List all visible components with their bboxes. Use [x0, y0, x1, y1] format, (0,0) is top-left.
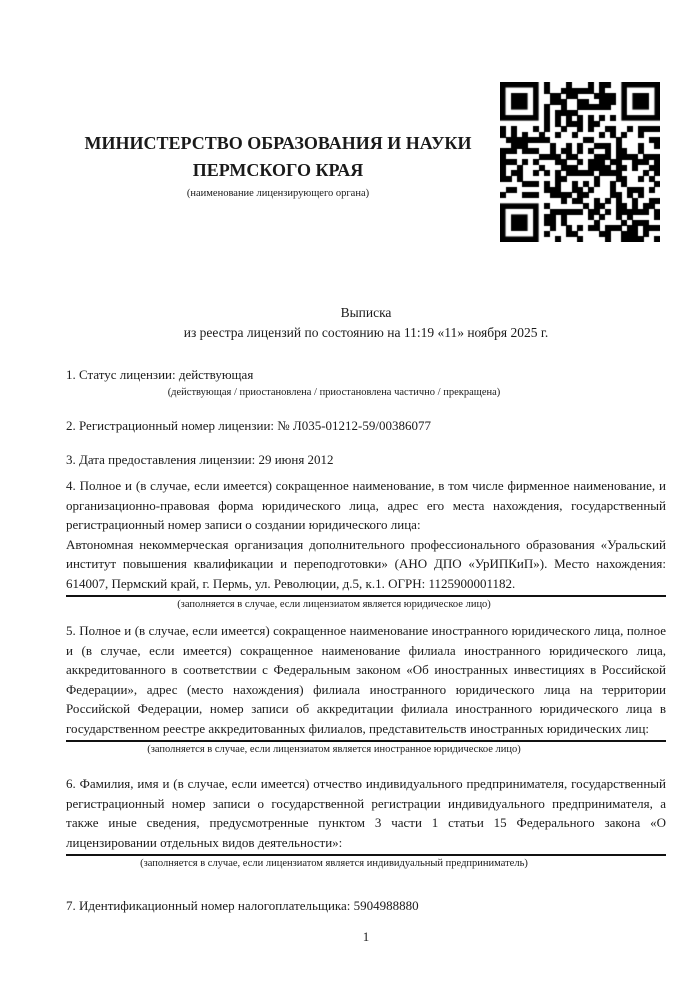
item-5-foreign-entity [66, 621, 666, 758]
individual-entrepreneur-label: 6. Фамилия, имя и (в случае, если имеется) отчество индивидуального предпринимателя, государственный регистрационный номер записи о государственной регистрации индивидуального предпринимателя, а также иные сведения, предусмотренные пунктом 3 части 1 статьи 15 Федерального закона «О лицензировании отдельных видов деятельности»: [66, 776, 666, 850]
legal-entity-note: (заполняется в случае, если лицензиатом является юридическое лицо) [177, 599, 491, 610]
document-title-line1: Выписка [340, 305, 392, 320]
licensing-authority-header [66, 130, 490, 202]
license-status-options-note: (действующая / приостановлена / приостановлена частично / прекращена) [167, 387, 501, 398]
foreign-entity-note: (заполняется в случае, если лицензиатом является иностранное юридическое лицо) [147, 744, 521, 755]
license-status-text: 1. Статус лицензии: действующая [66, 367, 254, 382]
page-number: 1 [362, 929, 370, 944]
taxpayer-id-text: 7. Идентификационный номер налогоплательщика: 5904988880 [66, 898, 419, 913]
item-7-taxpayer-id [66, 896, 666, 916]
item-3-license-grant-date [66, 450, 666, 470]
document-title-line2: из реестра лицензий по состоянию на 11:19 «11» ноября 2025 г. [183, 325, 549, 340]
foreign-entity-label: 5. Полное и (в случае, если имеется) сокращенное наименование иностранного юридического лица, полное и (в случае, если имеется) сокращенное наименование филиала иностранного юридического лица, аккредитованного в соответствии с Федеральным законом «Об иностранных инвестициях в Российской Федерации», адрес (место нахождения) филиала иностранного юридического лица на территории Российской Федерации, номер записи об аккредитации филиала иностранного юридического лица в государственном реестре аккредитованных филиалов, представительств иностранных юридических лиц: [66, 623, 666, 736]
ministry-name-line2: ПЕРМСКОГО КРАЯ [192, 160, 364, 180]
item-2-registration-number [66, 416, 666, 436]
item-6-individual-entrepreneur [66, 774, 666, 872]
qr-code-icon [500, 82, 660, 242]
document-title [66, 303, 666, 343]
item-1-license-status [66, 365, 666, 401]
legal-entity-value: Автономная некоммерческая организация дополнительного профессионального образования «Уральский институт повышения квалификации и переподготовки» (АНО ДПО «УрИПКиП»). Место нахождения: 614007, Пермский край, г. Пермь, ул. Революции, д.5, к.1. ОГРН: 1125900001182. [66, 536, 666, 591]
ministry-name-line1: МИНИСТЕРСТВО ОБРАЗОВАНИЯ И НАУКИ [84, 133, 472, 153]
registration-number-text: 2. Регистрационный номер лицензии: № Л035-01212-59/00386077 [66, 418, 432, 433]
individual-entrepreneur-note: (заполняется в случае, если лицензиатом является индивидуальный предприниматель) [140, 858, 528, 869]
legal-entity-label: 4. Полное и (в случае, если имеется) сокращенное наименование, в том числе фирменное наименование, и организационно-правовая форма юридического лица, адрес его места нахождения, государственный регистрационный номер записи о создании юридического лица: [66, 478, 666, 532]
item-4-legal-entity [66, 476, 666, 613]
license-grant-date-text: 3. Дата предоставления лицензии: 29 июня 2012 [66, 452, 334, 467]
licensing-authority-caption: (наименование лицензирующего органа) [186, 188, 370, 199]
